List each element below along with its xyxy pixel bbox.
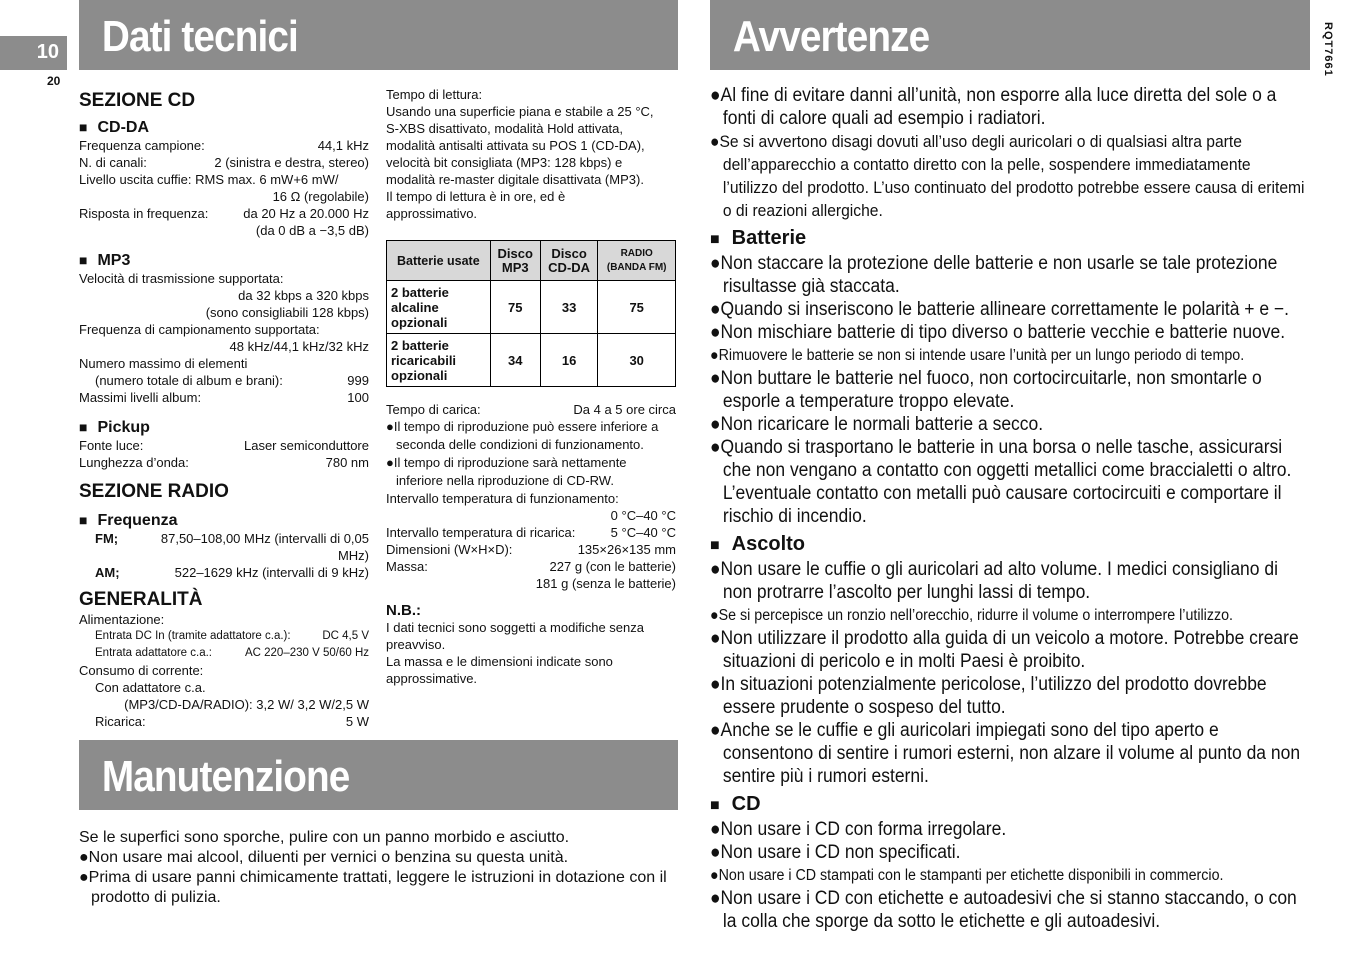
spec-label: Massa:	[386, 559, 428, 574]
warnings-column	[710, 84, 1310, 933]
warning-bullet: ●In situazioni potenzialmente pericolose, l’utilizzo del prodotto dovrebbe essere prudente o sospeso del tutto.	[710, 674, 1267, 718]
spec-value: 135×26×135 mm	[577, 542, 676, 557]
fm-value: 87,50–108,00 MHz (intervalli di 0,05 MHz)	[160, 531, 369, 563]
spec-row	[79, 696, 369, 713]
spec-row	[79, 713, 369, 730]
nb-text: La massa e le dimensioni indicate sono approssimative.	[386, 654, 613, 686]
sub-page-number: 20	[47, 74, 61, 88]
cd-heading: ■ CD	[710, 792, 1310, 818]
specs-column-right	[386, 86, 676, 687]
table-header-row	[387, 241, 676, 281]
avvertenze-banner	[710, 0, 1310, 70]
warning-bullet: ●Al fine di evitare danni all’unità, non esporre alla luce diretta del sole o a fonti di calore quali ad esempio i radiatori.	[710, 85, 1277, 129]
playtime-title: Tempo di lettura:	[386, 87, 483, 102]
cell-line: opzionali	[391, 367, 448, 383]
note-bullet: ●Il tempo di riproduzione può essere inferiore a seconda delle condizioni di funzionamento.	[386, 419, 659, 452]
spec-row	[79, 205, 369, 222]
spec-row	[79, 338, 369, 355]
spec-label: Massimi livelli album:	[79, 390, 202, 405]
spec-value: 16 Ω (regolabile)	[272, 189, 369, 204]
section-cd-heading: SEZIONE CD	[79, 90, 196, 111]
spec-value: AC 220–230 V 50/60 Hz	[244, 647, 369, 659]
warning-bullet: ●Non usare i CD stampati con le stampanti per etichette disponibili in commercio.	[710, 867, 1224, 884]
spec-value: (sono consigliabili 128 kbps)	[205, 305, 369, 320]
spec-line: Intervallo temperatura di funzionamento:	[386, 491, 619, 506]
spec-row	[79, 372, 369, 389]
warning-bullet: ●Non ricaricare le normali batterie a secco.	[710, 414, 1044, 435]
warning-bullet: ●Quando si inseriscono le batterie allineare correttamente le polarità + e −.	[710, 299, 1289, 320]
warning-bullet: ●Non buttare le batterie nel fuoco, non cortocircuitarle, non smontarle o esporle a temperature troppo elevate.	[710, 368, 1262, 412]
page-number: 10	[0, 36, 67, 70]
spec-label: Ricarica:	[95, 714, 146, 729]
battery-table	[386, 240, 676, 387]
spec-row	[79, 154, 369, 171]
cell-line: 2 batterie	[391, 337, 449, 353]
spec-label: Dimensioni (W×H×D):	[386, 542, 513, 557]
pickup-heading: ■ Pickup	[79, 418, 369, 437]
fm-label: FM;	[95, 531, 119, 546]
spec-line: Livello uscita cuffie: RMS max. 6 mW+6 mW/	[79, 172, 339, 187]
cell-line: opzionali	[391, 314, 448, 330]
table-header	[540, 241, 598, 281]
warning-bullet: ●Rimuovere le batterie se non si intende usare l’unità per un lungo periodo di tempo.	[710, 347, 1245, 364]
frequenza-heading: ■ Frequenza	[79, 511, 369, 530]
ascolto-heading: ■ Ascolto	[710, 532, 1310, 558]
spec-label: Intervallo temperatura di ricarica:	[386, 525, 576, 540]
warning-bullet: ●Non usare i CD con etichette e autoadesivi che si stanno staccando, o con la colla che sporge da sotto le etichette e gli autoadesivi.	[710, 888, 1297, 932]
spec-value: Laser semiconduttore	[243, 438, 369, 453]
dati-tecnici-title: Dati tecnici	[101, 12, 298, 61]
table-cell: 33	[540, 281, 598, 334]
spec-row	[79, 530, 369, 564]
am-value: 522–1629 kHz (intervalli di 9 kHz)	[174, 565, 369, 580]
header-line: (BANDA FM)	[606, 261, 667, 273]
spec-value: 780 nm	[325, 455, 369, 470]
spec-line: Con adattatore c.a.	[95, 680, 206, 695]
section-radio-heading: SEZIONE RADIO	[79, 481, 229, 502]
cdda-heading: ■ CD-DA	[79, 118, 369, 137]
warning-bullet: ●Anche se le cuffie e gli auricolari impiegati sono del tipo aperto e consentono di sentire i rumori esterni, non alzare il volume al punto da non sentire più i rumori esterni.	[710, 720, 1301, 787]
spec-line: Frequenza di campionamento supportata:	[79, 322, 320, 337]
cell-line: alcaline	[391, 299, 439, 315]
manutenzione-banner	[79, 740, 678, 810]
warning-bullet: ●Non utilizzare il prodotto alla guida di un veicolo a motore. Potrebbe creare situazioni di pericolo e in molti Paesi è proibito.	[710, 628, 1299, 672]
table-header	[598, 241, 676, 281]
spec-value: 48 kHz/44,1 kHz/32 kHz	[229, 339, 369, 354]
batterie-heading: ■ Batterie	[710, 226, 1310, 252]
spec-value: 227 g (con le batterie)	[549, 559, 676, 574]
table-cell: 30	[598, 334, 676, 387]
spec-label: Lunghezza d’onda:	[79, 455, 189, 470]
playtime-line: S-XBS disattivato, modalità Hold attivata,	[386, 121, 624, 136]
spec-value: 5 W	[345, 714, 369, 729]
section-general-heading: GENERALITÀ	[79, 589, 203, 610]
spec-row	[79, 454, 369, 471]
table-cell: 16	[540, 334, 598, 387]
header-line: Disco	[551, 245, 587, 261]
spec-label: (numero totale di album e brani):	[95, 373, 283, 388]
playtime-line: Usando una superficie piana e stabile a 25 °C,	[386, 104, 654, 119]
warning-bullet: ●Non usare le cuffie o gli auricolari ad alto volume. I medici consigliano di non protrarre l’ascolto per lunghi lassi di tempo.	[710, 559, 1278, 603]
spec-label: Entrata DC In (tramite adattatore c.a.):	[95, 630, 291, 642]
spec-row	[79, 628, 369, 645]
avvertenze-title: Avvertenze	[732, 12, 930, 61]
mp3-heading: ■ MP3	[79, 251, 369, 270]
playtime-line: modalità re-master digitale disattivata (MP3).	[386, 172, 644, 187]
spec-value: 44,1 kHz	[317, 138, 369, 153]
spec-row	[386, 401, 676, 418]
table-cell: 34	[490, 334, 540, 387]
spec-row	[386, 507, 676, 524]
spec-row	[386, 541, 676, 558]
manutenzione-title: Manutenzione	[101, 752, 350, 801]
spec-value: 181 g (senza le batterie)	[535, 576, 676, 591]
spec-row	[386, 558, 676, 575]
spec-value: da 20 Hz a 20.000 Hz	[243, 206, 369, 221]
warning-bullet: ●Non mischiare batterie di tipo diverso o batterie vecchie e batterie nuove.	[710, 322, 1286, 343]
maintenance-bullet: ●Non usare mai alcool, diluenti per vernici o benzina su questa unità.	[79, 849, 569, 866]
table-cell: 75	[598, 281, 676, 334]
table-row	[387, 334, 676, 387]
spec-value: 999	[347, 373, 369, 388]
spec-label: N. di canali:	[79, 155, 147, 170]
table-cell	[387, 334, 491, 387]
spec-row	[79, 137, 369, 154]
playtime-line: Il tempo di lettura è in ore, ed è	[386, 189, 566, 204]
spec-label: Risposta in frequenza:	[79, 206, 209, 221]
spec-row	[79, 222, 369, 239]
warning-bullet: ●Quando si trasportano le batterie in una borsa o nelle tasche, assicurarsi che non vengano a contatto con oggetti metallici come braccialetti o altro. L’eventuale contatto con metalli può causare cortocircuiti e comportare il rischio di incendio.	[710, 437, 1292, 527]
document-code: RQT7661	[1322, 22, 1334, 77]
cell-line: ricaricabili	[391, 352, 457, 368]
spec-row	[79, 437, 369, 454]
spec-value: Da 4 a 5 ore circa	[573, 402, 676, 417]
warning-bullet: ●Non staccare la protezione delle batterie e non usarle se tale protezione risultasse già staccata.	[710, 253, 1278, 297]
spec-row	[386, 524, 676, 541]
spec-value: 3,2 W/ 3,2 W/2,5 W	[256, 697, 369, 712]
maintenance-bullet: ●Prima di usare panni chimicamente trattati, leggere le istruzioni in dotazione con il prodotto di pulizia.	[79, 869, 667, 906]
dati-tecnici-banner	[79, 0, 678, 70]
spec-label: Tempo di carica:	[386, 402, 481, 417]
spec-line: Velocità di trasmissione supportata:	[79, 271, 284, 286]
spec-value: 0 °C–40 °C	[610, 508, 676, 523]
spec-row	[79, 564, 369, 581]
maintenance-text: Se le superfici sono sporche, pulire con un panno morbido e asciutto.	[79, 829, 570, 846]
spec-row	[79, 389, 369, 406]
table-row	[387, 281, 676, 334]
spec-label: Frequenza campione:	[79, 138, 205, 153]
am-label: AM;	[95, 565, 120, 580]
spec-value: 100	[347, 390, 369, 405]
spec-value: DC 4,5 V	[322, 630, 369, 642]
header-line: CD-DA	[548, 259, 591, 275]
spec-row	[79, 304, 369, 321]
spec-label: (MP3/CD-DA/RADIO):	[124, 697, 253, 712]
warning-bullet: ●Se si avvertono disagi dovuti all’uso degli auricolari o di qualsiasi altra parte dell’apparecchio a contatto diretto con la pelle, sospendere immediatamente l’utilizzo del prodotto. L’uso continuato del prodotto potrebbe essere causa di eritemi o di reazioni allergiche.	[710, 132, 1305, 220]
spec-label: Entrata adattatore c.a.:	[95, 647, 212, 659]
spec-label: Fonte luce:	[79, 438, 144, 453]
header-line: RADIO	[620, 247, 653, 259]
table-cell: 75	[490, 281, 540, 334]
playtime-line: modalità antisalti attivata su POS 1 (CD-DA),	[386, 138, 645, 153]
specs-column-left	[79, 84, 369, 730]
spec-row	[79, 188, 369, 205]
spec-value: 5 °C–40 °C	[610, 525, 676, 540]
note-bullet: ●Il tempo di riproduzione sarà nettamente inferiore nella riproduzione di CD-RW.	[386, 455, 627, 488]
spec-line: Numero massimo di elementi	[79, 356, 248, 371]
cell-line: 2 batterie	[391, 284, 449, 300]
nb-heading: N.B.:	[386, 602, 421, 619]
table-cell	[387, 281, 491, 334]
spec-value: da 32 kbps a 320 kbps	[238, 288, 369, 303]
playtime-line: velocità bit consigliata (MP3: 128 kbps) e	[386, 155, 623, 170]
spec-value: 2 (sinistra e destra, stereo)	[214, 155, 369, 170]
spec-row	[79, 645, 369, 662]
table-header	[490, 241, 540, 281]
nb-text: I dati tecnici sono soggetti a modifiche senza preavviso.	[386, 620, 644, 652]
table-header: Batterie usate	[387, 241, 491, 281]
spec-line: Alimentazione:	[79, 612, 165, 627]
spec-row	[79, 287, 369, 304]
warning-bullet: ●Non usare i CD con forma irregolare.	[710, 819, 1007, 840]
spec-value: (da 0 dB a −3,5 dB)	[255, 223, 369, 238]
header-line: Disco	[497, 245, 533, 261]
playtime-line: approssimativo.	[386, 206, 478, 221]
warning-bullet: ●Non usare i CD non specificati.	[710, 842, 961, 863]
maintenance-section	[79, 828, 679, 908]
warning-bullet: ●Se si percepisce un ronzio nell’orecchio, ridurre il volume o interrompere l’utilizzo.	[710, 607, 1233, 624]
spec-line: Consumo di corrente:	[79, 663, 204, 678]
header-line: MP3	[501, 259, 529, 275]
spec-row	[386, 575, 676, 592]
